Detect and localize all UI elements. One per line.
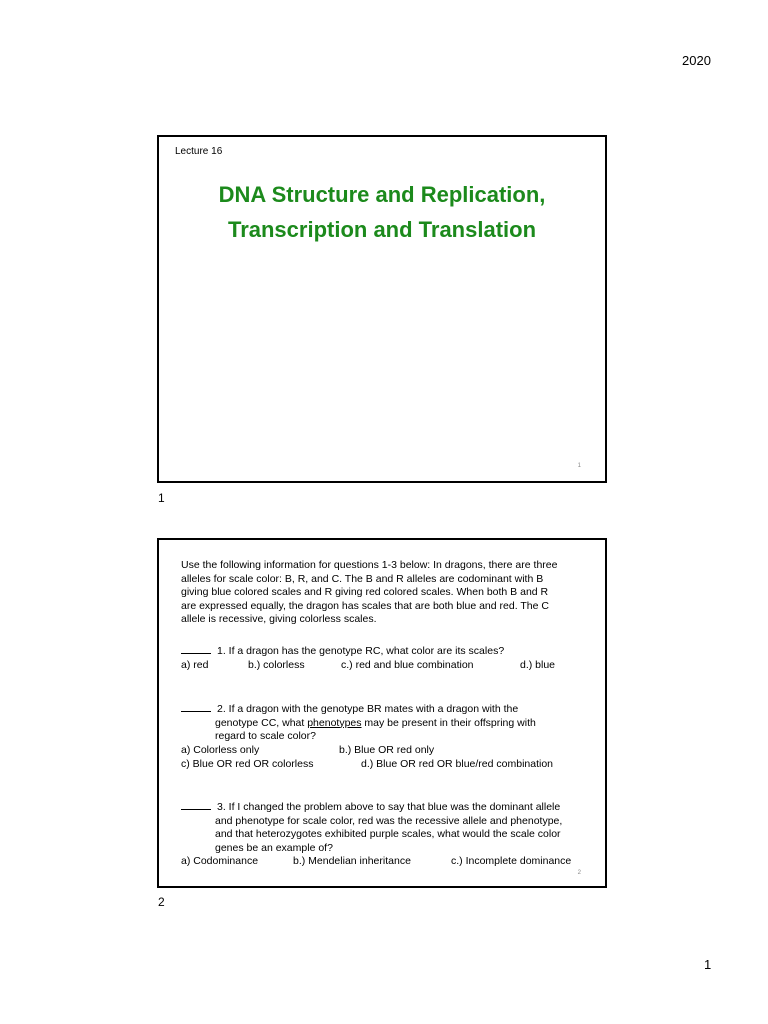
slide-title-line-1: DNA Structure and Replication, xyxy=(218,182,546,207)
option-d: d.) Blue OR red OR blue/red combination xyxy=(361,757,554,770)
answer-blank xyxy=(181,702,211,712)
option-c: c.) red and blue combination xyxy=(341,658,474,671)
slide-title-line-2: Transcription and Translation xyxy=(227,217,537,242)
option-c: c) Blue OR red OR colorless xyxy=(181,757,314,770)
question-2-line-1: 2. If a dragon with the genotype BR mates with a dragon with the xyxy=(217,703,519,715)
intro-line: are expressed equally, the dragon has scales that are both blue and red. The C xyxy=(181,599,549,612)
option-a: a) Codominance xyxy=(181,855,259,867)
question-3-line-4: genes be an example of? xyxy=(215,841,333,854)
option-b: b.) Mendelian inheritance xyxy=(293,855,411,867)
slide-2-index-label: 2 xyxy=(158,895,165,909)
question-3-line-2: and phenotype for scale color, red was the recessive allele and phenotype, xyxy=(215,814,563,827)
question-1 xyxy=(181,644,556,673)
intro-line: giving blue colored scales and R giving red colored scales. When both B and R xyxy=(181,586,549,598)
question-2-line-2-pre: genotype CC, what xyxy=(215,716,308,729)
intro-line: Use the following information for questions 1-3 below: In dragons, there are three xyxy=(181,559,558,571)
slide-1-number: 1 xyxy=(577,463,581,469)
slide-2-number: 2 xyxy=(577,870,581,876)
question-2 xyxy=(181,702,554,772)
question-3 xyxy=(181,800,572,869)
question-1-options xyxy=(181,658,556,673)
slide-2 xyxy=(157,538,607,888)
option-b: b.) colorless xyxy=(248,658,305,671)
slide-title xyxy=(159,177,605,247)
question-1-text: 1. If a dragon has the genotype RC, what color are its scales? xyxy=(217,645,505,657)
slide-1 xyxy=(157,135,607,483)
intro-line: alleles for scale color: B, R, and C. The B and R alleles are codominant with B xyxy=(181,572,544,585)
lecture-label: Lecture 16 xyxy=(175,146,223,157)
question-2-options-row-1 xyxy=(181,744,536,758)
answer-blank xyxy=(181,800,211,810)
option-c: c.) Incomplete dominance xyxy=(451,855,572,867)
option-a: a) red xyxy=(181,658,209,671)
option-b: b.) Blue OR red only xyxy=(339,743,435,756)
question-3-line-3: and that heterozygotes exhibited purple scales, what would the scale color xyxy=(215,828,561,840)
intro-paragraph xyxy=(181,559,593,627)
question-2-options-row-2 xyxy=(181,757,554,772)
intro-line: allele is recessive, giving colorless scales. xyxy=(181,613,377,625)
option-d: d.) blue xyxy=(520,658,556,671)
slide-1-index-label: 1 xyxy=(158,491,165,505)
answer-blank xyxy=(181,644,211,654)
document-year: 2020 xyxy=(682,53,711,68)
question-3-options xyxy=(181,855,572,869)
page-number: 1 xyxy=(704,957,712,972)
question-2-line-3: regard to scale color? xyxy=(215,730,316,742)
phenotypes-underlined: phenotypes xyxy=(307,716,362,729)
option-a: a) Colorless only xyxy=(181,743,260,756)
question-2-line-2-post: may be present in their offspring with xyxy=(361,716,536,729)
question-3-line-1: 3. If I changed the problem above to say that blue was the dominant allele xyxy=(217,801,561,813)
